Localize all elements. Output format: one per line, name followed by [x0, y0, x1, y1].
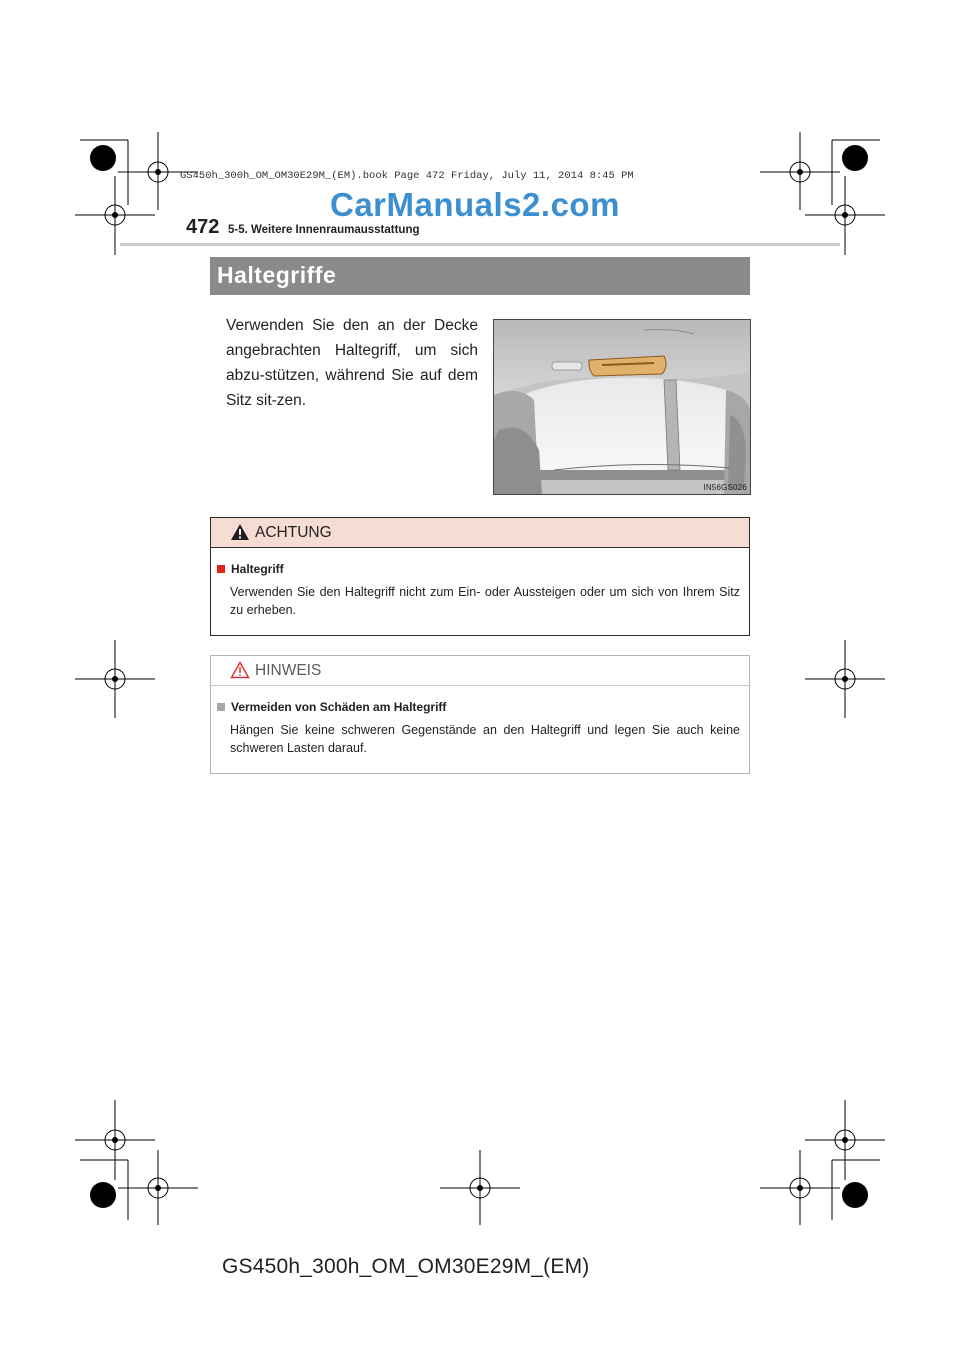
notice-item-title: Vermeiden von Schäden am Haltegriff	[231, 700, 447, 714]
page-title: Haltegriffe	[217, 262, 337, 288]
notice-label: HINWEIS	[255, 662, 322, 679]
caution-triangle-icon	[230, 661, 250, 679]
page-number: 472	[186, 216, 220, 238]
notice-item-text: Hängen Sie keine schweren Gegenstände an den Haltegriff und legen Sie auch keine schweren Lasten darauf.	[230, 723, 740, 755]
notice-box	[210, 655, 750, 774]
warning-bullet-icon	[217, 565, 225, 573]
warning-triangle-icon	[230, 523, 250, 541]
notice-header	[211, 656, 749, 686]
warning-box	[210, 517, 750, 636]
notice-bullet-icon	[217, 703, 225, 711]
grab-handle-illustration	[493, 319, 751, 495]
footer-document-code: GS450h_300h_OM_OM30E29M_(EM)	[222, 1255, 590, 1278]
print-info-line: GS450h_300h_OM_OM30E29M_(EM).book Page 472 Friday, July 11, 2014 8:45 PM	[180, 170, 634, 182]
header-divider	[120, 243, 840, 246]
warning-item-title: Haltegriff	[231, 562, 284, 576]
watermark-logo: CarManuals2.com	[330, 186, 620, 223]
warning-item-title-row	[217, 562, 284, 576]
section-title: 5-5. Weitere Innenraumausstattung	[228, 224, 420, 236]
page-title-bar	[210, 257, 750, 295]
warning-item-text: Verwenden Sie den Haltegriff nicht zum Ein- oder Aussteigen oder um sich von Ihrem Sitz zu erheben.	[230, 585, 740, 617]
car-interior-image	[494, 320, 750, 494]
illustration-code: IN56GS026	[703, 483, 747, 492]
warning-header	[211, 518, 749, 548]
intro-paragraph: Verwenden Sie den an der Decke angebrachten Haltegriff, um sich abzu-stützen, während Sie auf dem Sitz sit-zen.	[226, 317, 478, 409]
notice-item-title-row	[217, 700, 446, 714]
warning-label: ACHTUNG	[255, 524, 332, 541]
